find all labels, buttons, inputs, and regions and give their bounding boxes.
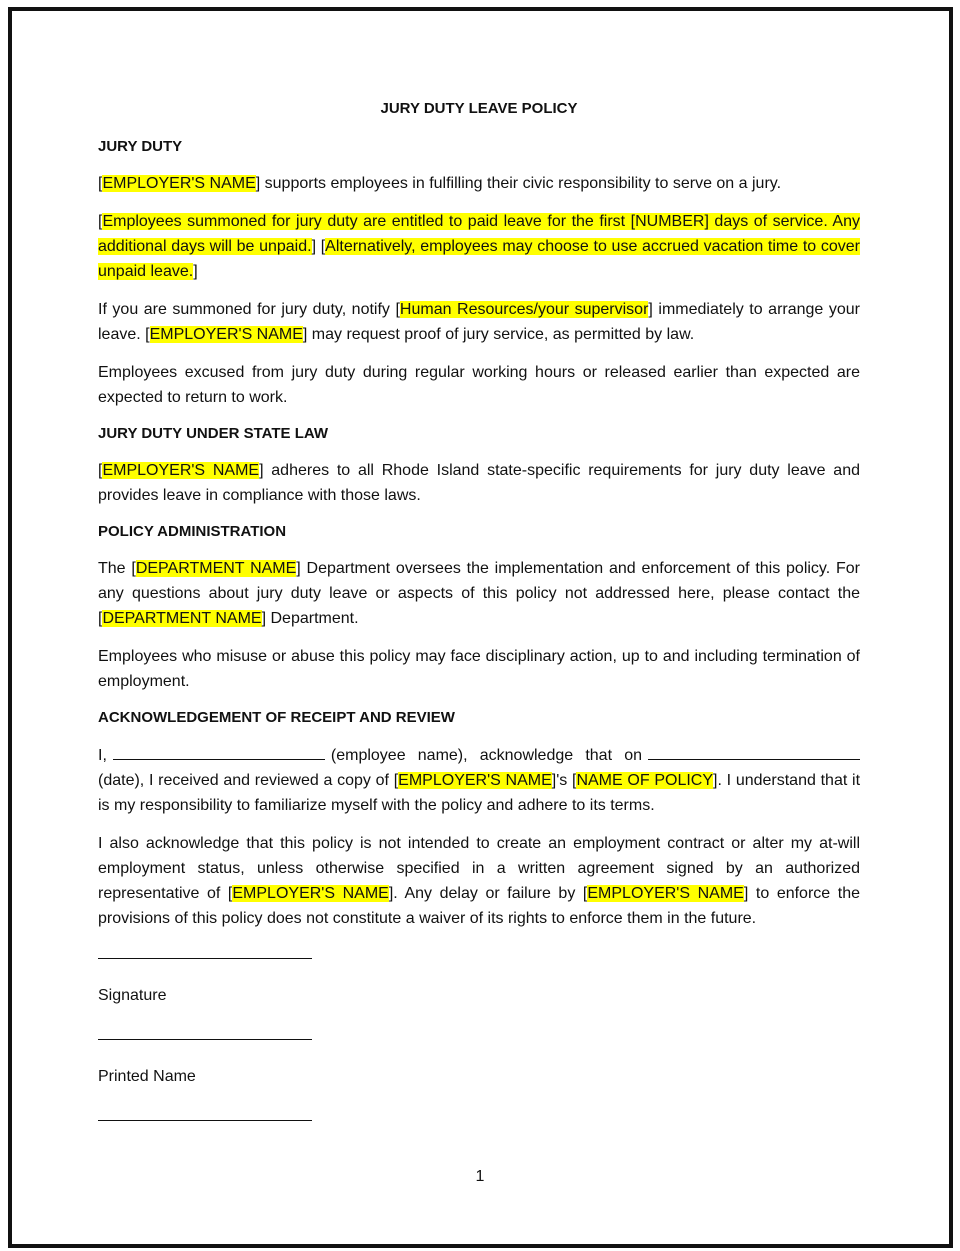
bracket: ] [ (311, 238, 326, 255)
paragraph-department (98, 556, 860, 631)
paragraph-text: ] immediately to arrange your leave. [ (98, 301, 860, 343)
paragraph-acknowledge-receipt (98, 742, 860, 818)
paragraph-text: If you are summoned for jury duty, notify [ (98, 301, 400, 318)
heading-policy-administration: POLICY ADMINISTRATION (98, 523, 287, 540)
employee-name-blank[interactable] (113, 742, 325, 760)
page-number: 1 (475, 1168, 485, 1185)
placeholder-department-name: DEPARTMENT NAME (102, 610, 262, 627)
placeholder-employer-name: EMPLOYER'S NAME (149, 326, 303, 343)
paragraph-text: The [ (98, 560, 136, 577)
paragraph-text: I, (98, 747, 107, 764)
paragraph-text: (employee name), acknowledge that on (330, 747, 642, 764)
paragraph-text: I also acknowledge that this policy is not intended to create an employment contract or alter my at-will employment status, unless otherwise specified in a written agreement signed by an authorized representative of [ (98, 835, 860, 902)
paragraph-text: ] supports employees in fulfilling their civic responsibility to serve on a jury. (255, 175, 782, 192)
paragraph-at-will (98, 831, 860, 931)
bracket: [ (98, 213, 103, 230)
date-blank[interactable] (648, 742, 860, 760)
placeholder-employer-name: EMPLOYER'S NAME (102, 175, 256, 192)
paragraph-text: ]. I understand that it is my responsibility to familiarize myself with the policy and adhere to its terms. (98, 772, 861, 814)
paragraph-text: ] Department. (261, 610, 359, 627)
signature-line[interactable] (98, 957, 312, 959)
paragraph-return-to-work: Employees excused from jury duty during regular working hours or released earlier than expected are expected to return to work. (98, 364, 860, 406)
heading-state-law: JURY DUTY UNDER STATE LAW (98, 425, 329, 442)
heading-jury-duty: JURY DUTY (98, 138, 183, 155)
placeholder-policy-name: NAME OF POLICY (576, 772, 714, 789)
signature-block (98, 957, 860, 1121)
placeholder-employer-name: EMPLOYER'S NAME (102, 462, 260, 479)
paragraph-text: ]. Any delay or failure by [ (388, 885, 588, 902)
bracket: [ (98, 462, 103, 479)
paragraph-employer-support (98, 171, 860, 196)
printed-name-label: Printed Name (98, 1068, 196, 1085)
placeholder-paid-leave-terms: Employees summoned for jury duty are entitled to paid leave for the first [NUMBER] days of service. Any additional days will be unpaid. (98, 213, 860, 255)
document-body (98, 98, 860, 1147)
paragraph-text: (date), I received and reviewed a copy of [ (98, 772, 399, 789)
paragraph-notify (98, 297, 860, 347)
additional-signature-line[interactable] (98, 1119, 312, 1121)
placeholder-employer-name: EMPLOYER'S NAME (398, 772, 552, 789)
paragraph-state-law (98, 458, 860, 508)
heading-acknowledgement: ACKNOWLEDGEMENT OF RECEIPT AND REVIEW (98, 709, 455, 726)
bracket: ] (193, 263, 198, 280)
paragraph-text: ] Department oversees the implementation and enforcement of this policy. For any questions about jury duty leave or aspects of this policy not addressed here, please contact the [ (98, 560, 860, 627)
paragraph-text: ] adheres to all Rhode Island state-specific requirements for jury duty leave and provides leave in compliance with those laws. (98, 462, 861, 504)
placeholder-department-name: DEPARTMENT NAME (135, 560, 297, 577)
paragraph-text: ] may request proof of jury service, as permitted by law. (302, 326, 695, 343)
placeholder-alternative-terms: Alternatively, employees may choose to use accrued vacation time to cover unpaid leave. (98, 238, 860, 280)
bracket: [ (98, 175, 103, 192)
paragraph-text: ] to enforce the provisions of this policy does not constitute a waiver of its rights to enforce them in the future. (98, 885, 861, 927)
placeholder-employer-name: EMPLOYER'S NAME (232, 885, 389, 902)
document-title: JURY DUTY LEAVE POLICY (380, 100, 578, 117)
placeholder-employer-name: EMPLOYER'S NAME (587, 885, 744, 902)
signature-label: Signature (98, 987, 167, 1004)
paragraph-text: ]'s [ (551, 772, 577, 789)
paragraph-misuse: Employees who misuse or abuse this policy may face disciplinary action, up to and including termination of employment. (98, 648, 860, 690)
paragraph-paid-leave (98, 209, 860, 284)
placeholder-contact: Human Resources/your supervisor (399, 301, 649, 318)
printed-name-line[interactable] (98, 1038, 312, 1040)
